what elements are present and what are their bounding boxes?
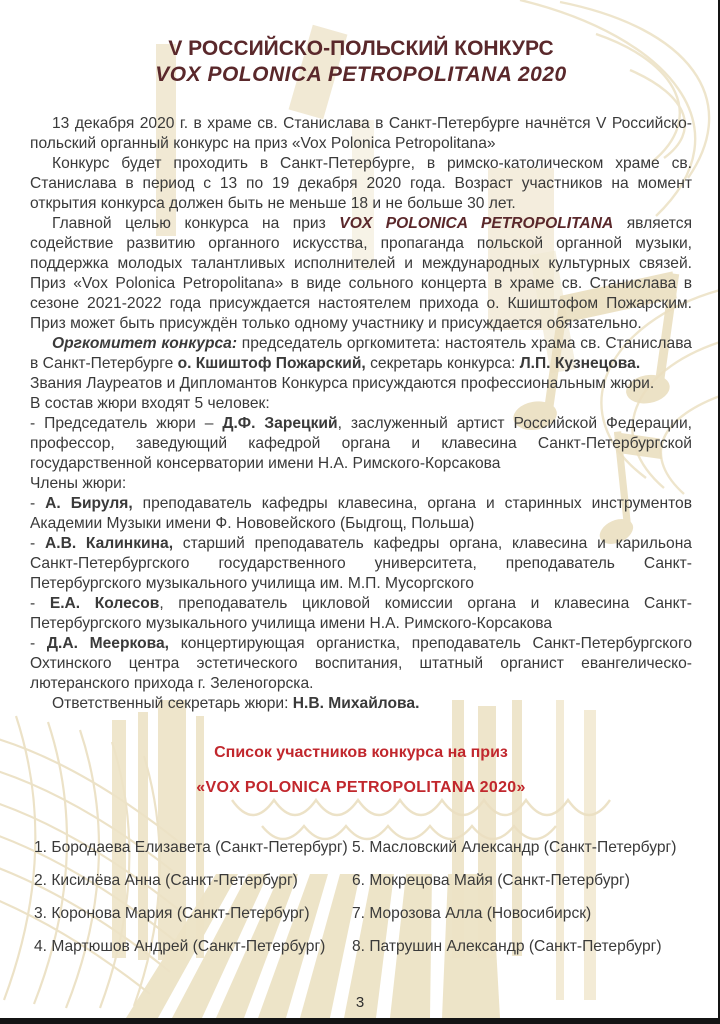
- paragraph: [30, 114, 692, 154]
- paragraph: [30, 534, 692, 594]
- paragraph: [30, 494, 692, 534]
- text-run: -: [30, 595, 50, 612]
- participants-heading-line-2: «VOX POLONICA PETROPOLITANA 2020»: [196, 779, 526, 796]
- paragraph: [30, 154, 692, 214]
- participant-item: 3. Коронова Мария (Санкт-Петербург): [34, 905, 310, 922]
- paragraph: [30, 214, 692, 334]
- scan-edge-bottom: [0, 1018, 720, 1024]
- text-run: является содействие развитию органного искусства, пропаганда польской органной музыки, поддержка молодых талантливых исполнителей и международных культурных связей. Приз «Vox Polonica Petropolitana» в виде сольного концерта в храме св. Станислава в сезоне 2021-2022 года присуждается настоятелем прихода о. Кшиштофом Пожарским. Приз может быть присуждён только одному участнику и присуждается обязательно.: [30, 215, 693, 332]
- text-run: Д.А. Мееркова,: [46, 635, 170, 652]
- text-run: VOX POLONICA PETROPOLITANA: [339, 215, 614, 232]
- text-run: о. Кшиштоф Пожарский,: [177, 355, 366, 372]
- paragraph: [30, 394, 692, 414]
- paragraph: [30, 634, 692, 694]
- participants-heading: [30, 744, 692, 797]
- participant-item: 6. Мокрецова Майя (Санкт-Петербург): [352, 872, 630, 889]
- paragraph: [30, 694, 692, 714]
- text-run: Л.П. Кузнецова.: [519, 355, 641, 372]
- paragraph: [30, 334, 692, 374]
- participants-heading-line-1: Список участников конкурса на приз: [214, 744, 508, 761]
- text-run: Н.В. Михайлова.: [292, 695, 420, 712]
- participant-item: 8. Патрушин Александр (Санкт-Петербург): [352, 938, 662, 955]
- participant-item: 1. Бородаева Елизавета (Санкт-Петербург): [34, 839, 348, 856]
- text-run: , заслуженный артист Российской Федерации, профессор, заведующий кафедрой органа и клавесина Санкт-Петербургской государственной консерватории имени Н.А. Римского-Корсакова: [30, 415, 692, 472]
- title-line-1: V РОССИЙСКО-ПОЛЬСКИЙ КОНКУРС: [168, 37, 554, 60]
- participants-list: [30, 838, 692, 970]
- text-run: 13 декабря 2020 г. в храме св. Станислава в Санкт-Петербурге начнётся V Российско-польский органный конкурс на приз «Vox Polonica Petropolitana»: [30, 115, 692, 152]
- text-run: -: [30, 635, 47, 652]
- paragraph: [30, 474, 692, 494]
- body-paragraphs: [30, 114, 692, 714]
- document-title: [30, 36, 692, 88]
- text-run: В состав жюри входят 5 человек:: [30, 395, 270, 412]
- text-run: старший преподаватель кафедры органа, клавесина и карильона Санкт-Петербургского государственного университета, преподаватель Санкт-Петербургского музыкального училища им. М.П. Мусоргского: [30, 535, 692, 592]
- paragraph: [30, 414, 692, 474]
- participant-item: 7. Морозова Алла (Новосибирск): [352, 905, 592, 922]
- text-run: председатель оргкомитета: настоятель храма св. Станислава в Санкт-Петербурге: [30, 335, 692, 372]
- text-run: -: [30, 495, 46, 512]
- text-run: Конкурс будет проходить в Санкт-Петербурге, в римско-католическом храме св. Станислава в период с 13 по 19 декабря 2020 года. Возраст участников на момент открытия конкурса должен быть не меньше 18 и не больше 30 лет.: [30, 155, 692, 212]
- text-run: Главной целью конкурса на приз: [52, 215, 340, 232]
- paragraph: [30, 374, 692, 394]
- title-line-2: VOX POLONICA PETROPOLITANA 2020: [155, 63, 567, 86]
- text-run: А. Бируля,: [45, 495, 133, 512]
- text-run: Е.А. Колесов: [49, 595, 160, 612]
- text-run: преподаватель кафедры клавесина, органа и старинных инструментов Академии Музыки имени Ф. Нововейского (Быдгощ, Польша): [30, 495, 692, 532]
- participants-column-left: [30, 838, 352, 970]
- text-run: секретарь конкурса:: [365, 355, 520, 372]
- participant-item: 2. Кисилёва Анна (Санкт-Петербург): [34, 872, 298, 889]
- text-run: А.В. Калинкина,: [44, 535, 174, 552]
- participant-item: 4. Мартюшов Андрей (Санкт-Петербург): [34, 938, 326, 955]
- text-run: Звания Лауреатов и Дипломантов Конкурса присуждаются профессиональным жюри.: [30, 375, 655, 392]
- participant-item: 5. Масловский Александр (Санкт-Петербург): [352, 839, 677, 856]
- text-run: - Председатель жюри –: [30, 415, 223, 432]
- text-run: Оргкомитет конкурса:: [52, 335, 238, 352]
- page-number: 3: [355, 994, 365, 1011]
- participants-column-right: [352, 838, 692, 970]
- text-run: -: [30, 535, 45, 552]
- text-run: , преподаватель цикловой комиссии органа и клавесина Санкт-Петербургского музыкального училища имени Н.А. Римского-Корсакова: [30, 595, 693, 632]
- text-run: концертирующая органистка, преподаватель Санкт-Петербургского Охтинского центра эстетического воспитания, штатный органист евангелическо-лютеранского прихода г. Зеленогорска.: [30, 635, 692, 692]
- page-content: [30, 0, 692, 1024]
- text-run: Члены жюри:: [30, 475, 127, 492]
- paragraph: [30, 594, 692, 634]
- text-run: Д.Ф. Зарецкий: [222, 415, 338, 432]
- text-run: Ответственный секретарь жюри:: [52, 695, 293, 712]
